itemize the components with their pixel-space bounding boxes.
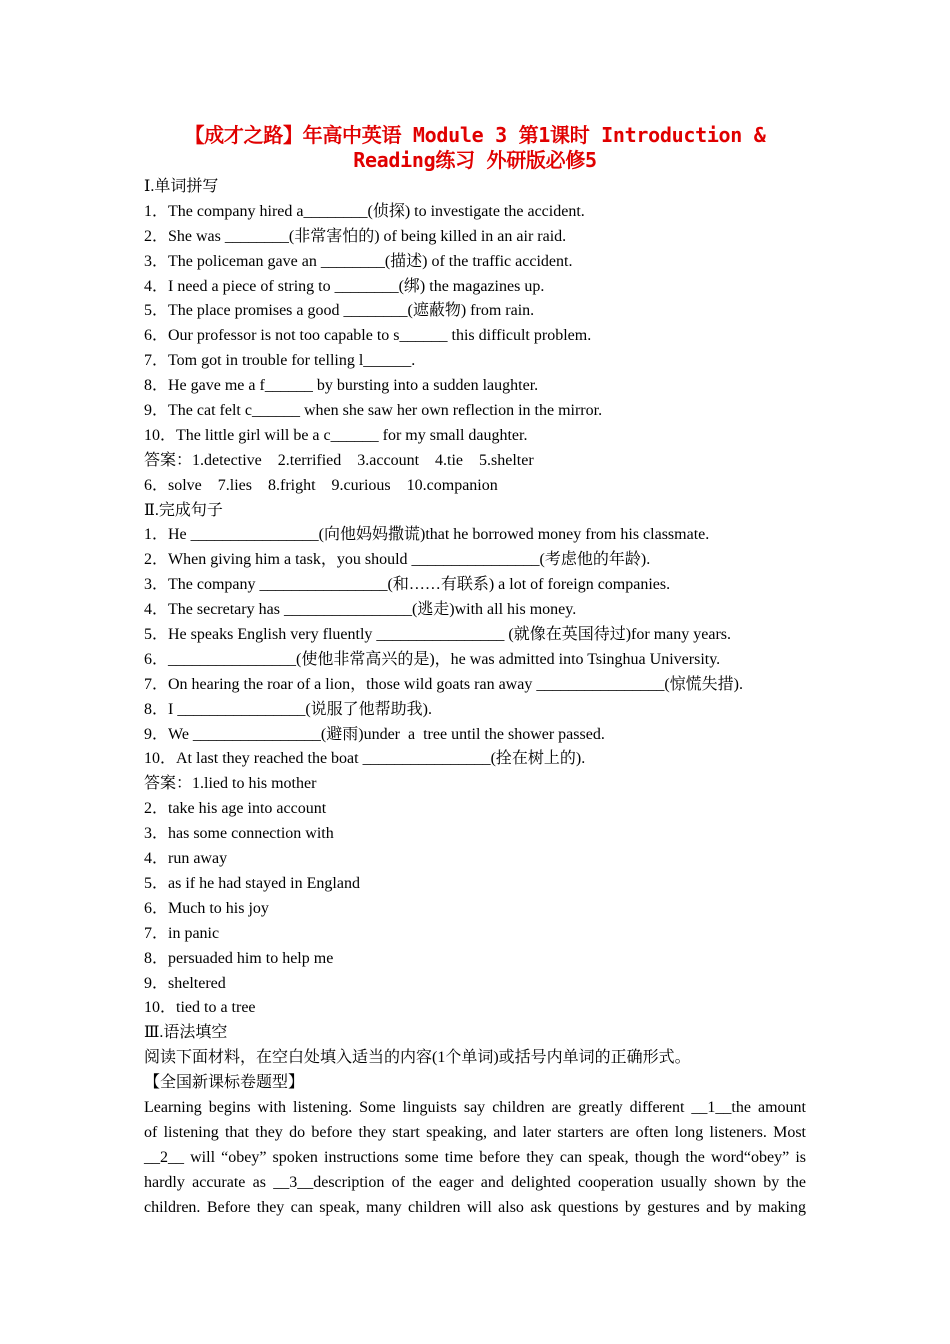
- spelling-item: 5．The place promises a good ________(遮蔽物) from rain.: [144, 302, 535, 320]
- sentence-item: 9．We ________________(避雨)under a tree until the shower passed.: [144, 725, 605, 743]
- sentence-item: 8．I ________________(说服了他帮助我).: [144, 700, 432, 718]
- spelling-item: 1．The company hired a________(侦探) to investigate the accident.: [144, 202, 585, 220]
- section-heading-sentences: Ⅱ.完成句子: [144, 501, 223, 519]
- spelling-item: 7．Tom got in trouble for telling l______.: [144, 352, 416, 370]
- sentence-answer: 8．persuaded him to help me: [144, 949, 334, 967]
- spelling-item: 3．The policeman gave an ________(描述) of the traffic accident.: [144, 252, 573, 270]
- spelling-item: 8．He gave me a f______ by bursting into a sudden laughter.: [144, 377, 539, 395]
- section-heading-spelling: Ⅰ.单词拼写: [144, 178, 219, 195]
- title-line-2: Reading练习 外研版必修5: [353, 148, 597, 172]
- spelling-item: 4．I need a piece of string to ________(绑) the magazines up.: [144, 277, 545, 295]
- grammar-instruction: 阅读下面材料，在空白处填入适当的内容(1个单词)或括号内单词的正确形式。: [144, 1049, 691, 1067]
- sentence-answer: 9．sheltered: [144, 974, 226, 992]
- spelling-item: 2．She was ________(非常害怕的) of being killed in an air raid.: [144, 227, 567, 245]
- sentence-answer: 7．in panic: [144, 924, 220, 942]
- title-line-1: 【成才之路】年高中英语 Module 3 第1课时 Introduction &: [184, 123, 766, 147]
- sentence-item: 7．On hearing the roar of a lion，those wild goats ran away ________________(惊慌失措).: [144, 675, 743, 693]
- spelling-item: 6．Our professor is not too capable to s______ this difficult problem.: [144, 327, 592, 345]
- spelling-item: 10．The little girl will be a c______ for my small daughter.: [144, 426, 528, 444]
- sentence-answer: 6．Much to his joy: [144, 899, 269, 917]
- sentence-answer: 10．tied to a tree: [144, 999, 256, 1017]
- spelling-answer: 答案：1.detective 2.terrified 3.account 4.tie 5.shelter: [144, 451, 534, 469]
- passage-line: of listening that they do before they start speaking, and later starters are often long listeners. Most: [144, 1123, 806, 1141]
- passage-line: Learning begins with listening. Some linguists say children are greatly different __1__the amount: [144, 1098, 806, 1116]
- sentence-item: 2．When giving him a task，you should ________________(考虑他的年龄).: [144, 551, 651, 569]
- sentence-answer: 答案：1.lied to his mother: [144, 775, 317, 793]
- sentence-item: 4．The secretary has ________________(逃走)with all his money.: [144, 601, 577, 619]
- sentence-answer: 4．run away: [144, 850, 228, 868]
- passage-line: __2__ will “obey” spoken instructions some time before they can speak, though the word“obey” is: [144, 1148, 806, 1166]
- sentence-item: 5．He speaks English very fluently ________________ (就像在英国待过)for many years.: [144, 626, 732, 644]
- reading-passage: [144, 1096, 806, 1220]
- document-title: [120, 123, 830, 173]
- spelling-item: 9．The cat felt c______ when she saw her own reflection in the mirror.: [144, 402, 603, 420]
- question-type-tag: 【全国新课标卷题型】: [144, 1074, 305, 1092]
- sentence-answer: 5．as if he had stayed in England: [144, 874, 360, 892]
- sentence-answer: 3．has some connection with: [144, 825, 334, 843]
- sentence-item: 10．At last they reached the boat ________________(拴在树上的).: [144, 750, 586, 768]
- document-body: [144, 175, 806, 1220]
- sentence-answer: 2．take his age into account: [144, 800, 327, 818]
- sentence-item: 6．________________(使他非常高兴的是)，he was admitted into Tsinghua University.: [144, 650, 721, 668]
- spelling-answer: 6．solve 7.lies 8.fright 9.curious 10.companion: [144, 476, 498, 494]
- sentence-item: 3．The company ________________(和……有联系) a lot of foreign companies.: [144, 576, 671, 594]
- passage-line: children. Before they can speak, many children will also ask questions by gestures and by making: [144, 1198, 806, 1216]
- sentence-item: 1．He ________________(向他妈妈撒谎)that he borrowed money from his classmate.: [144, 526, 710, 544]
- section-heading-grammar: Ⅲ.语法填空: [144, 1024, 228, 1042]
- passage-line: hardly accurate as __3__description of the eager and delighted cooperation usually shown by the: [144, 1173, 806, 1191]
